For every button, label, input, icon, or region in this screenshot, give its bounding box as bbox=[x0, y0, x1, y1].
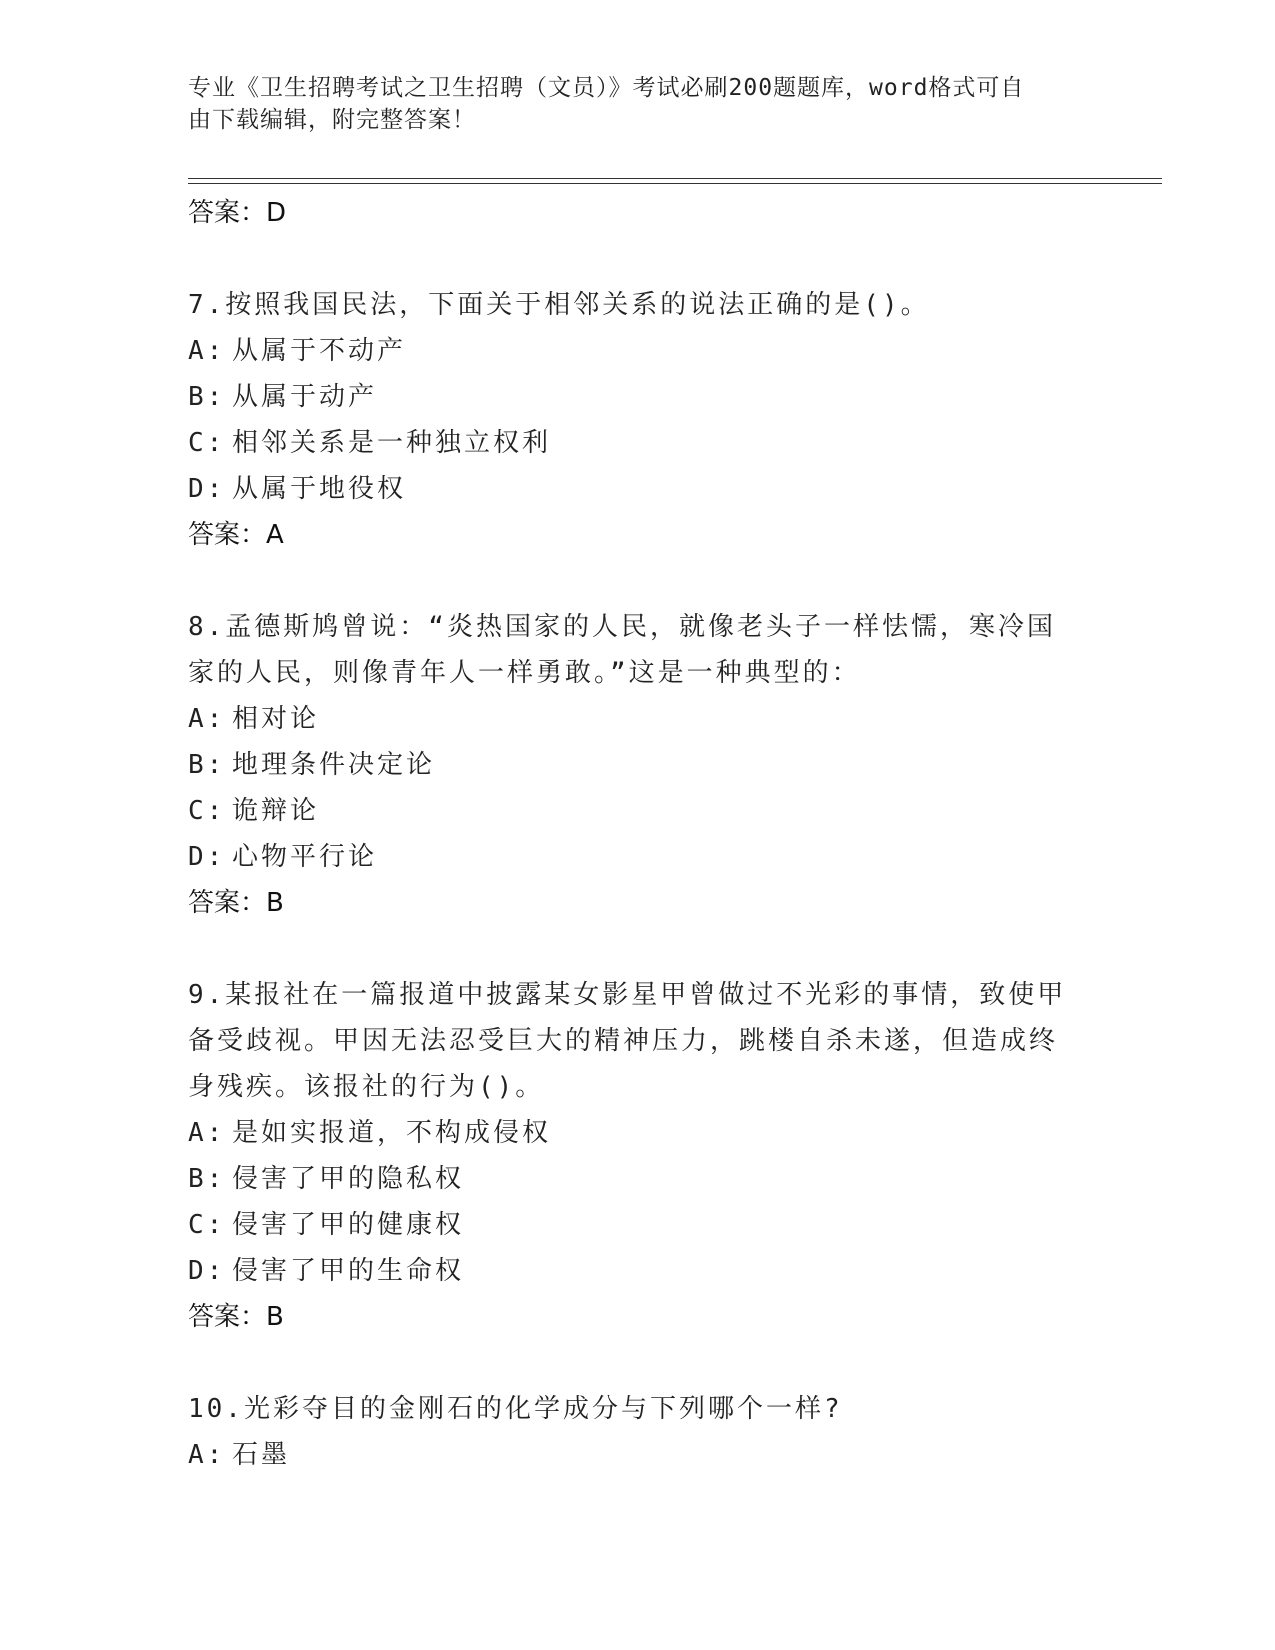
question-answer: 答案：A bbox=[188, 520, 284, 550]
option-key: D: bbox=[188, 474, 226, 504]
answer-option bbox=[188, 374, 1068, 420]
question-stem-line: 8.孟德斯鸠曾说：“炎热国家的人民，就像老头子一样怯懦，寒冷国 bbox=[188, 612, 1056, 642]
option-key: A: bbox=[188, 336, 226, 366]
answer-option bbox=[188, 1156, 1068, 1202]
question-answer: 答案：B bbox=[188, 888, 284, 918]
question-item bbox=[188, 282, 1068, 558]
question-item bbox=[188, 1386, 1068, 1478]
answer-option bbox=[188, 420, 1068, 466]
question-list bbox=[188, 190, 1068, 1478]
answer-option bbox=[188, 466, 1068, 512]
option-text: 相对论 bbox=[232, 704, 320, 734]
answer-option bbox=[188, 742, 1068, 788]
option-key: C: bbox=[188, 1210, 226, 1240]
previous-answer: 答案：D bbox=[188, 198, 287, 228]
question-stem-line: 备受歧视。甲因无法忍受巨大的精神压力，跳楼自杀未遂，但造成终 bbox=[188, 1026, 1059, 1056]
option-text: 侵害了甲的生命权 bbox=[232, 1256, 465, 1286]
option-key: C: bbox=[188, 796, 226, 826]
question-item bbox=[188, 972, 1068, 1340]
header-line-2: 由下载编辑，附完整答案！ bbox=[188, 107, 476, 133]
option-key: D: bbox=[188, 1256, 226, 1286]
option-text: 侵害了甲的健康权 bbox=[232, 1210, 465, 1240]
option-text: 是如实报道，不构成侵权 bbox=[232, 1118, 552, 1148]
header-line-1: 专业《卫生招聘考试之卫生招聘（文员）》考试必刷200题题库，word格式可自 bbox=[188, 75, 1025, 101]
option-text: 地理条件决定论 bbox=[232, 750, 436, 780]
option-text: 从属于不动产 bbox=[232, 336, 407, 366]
option-key: B: bbox=[188, 750, 226, 780]
answer-option bbox=[188, 834, 1068, 880]
option-text: 从属于动产 bbox=[232, 382, 378, 412]
question-stem-line: 身残疾。该报社的行为()。 bbox=[188, 1072, 545, 1102]
option-text: 心物平行论 bbox=[232, 842, 378, 872]
answer-option bbox=[188, 788, 1068, 834]
option-key: A: bbox=[188, 1118, 226, 1148]
answer-option bbox=[188, 328, 1068, 374]
question-item bbox=[188, 604, 1068, 926]
option-key: A: bbox=[188, 1440, 226, 1470]
option-text: 石墨 bbox=[232, 1440, 291, 1470]
header-divider-top bbox=[188, 178, 1162, 179]
question-stem-line: 7.按照我国民法，下面关于相邻关系的说法正确的是()。 bbox=[188, 290, 930, 320]
document-header bbox=[188, 72, 1068, 136]
option-key: C: bbox=[188, 428, 226, 458]
question-stem-line: 10.光彩夺目的金刚石的化学成分与下列哪个一样? bbox=[188, 1394, 843, 1424]
question-answer: 答案：B bbox=[188, 1302, 284, 1332]
question-stem-line: 家的人民，则像青年人一样勇敢。”这是一种典型的： bbox=[188, 658, 861, 688]
option-text: 相邻关系是一种独立权利 bbox=[232, 428, 552, 458]
option-key: B: bbox=[188, 382, 226, 412]
option-text: 从属于地役权 bbox=[232, 474, 407, 504]
option-text: 侵害了甲的隐私权 bbox=[232, 1164, 465, 1194]
option-key: A: bbox=[188, 704, 226, 734]
question-stem-line: 9.某报社在一篇报道中披露某女影星甲曾做过不光彩的事情，致使甲 bbox=[188, 980, 1067, 1010]
answer-option bbox=[188, 1432, 1068, 1478]
header-divider-bottom bbox=[188, 183, 1162, 184]
answer-option bbox=[188, 1202, 1068, 1248]
questions-container bbox=[188, 282, 1068, 1478]
option-text: 诡辩论 bbox=[232, 796, 320, 826]
answer-option bbox=[188, 1248, 1068, 1294]
option-key: D: bbox=[188, 842, 226, 872]
answer-option bbox=[188, 1110, 1068, 1156]
answer-option bbox=[188, 696, 1068, 742]
option-key: B: bbox=[188, 1164, 226, 1194]
